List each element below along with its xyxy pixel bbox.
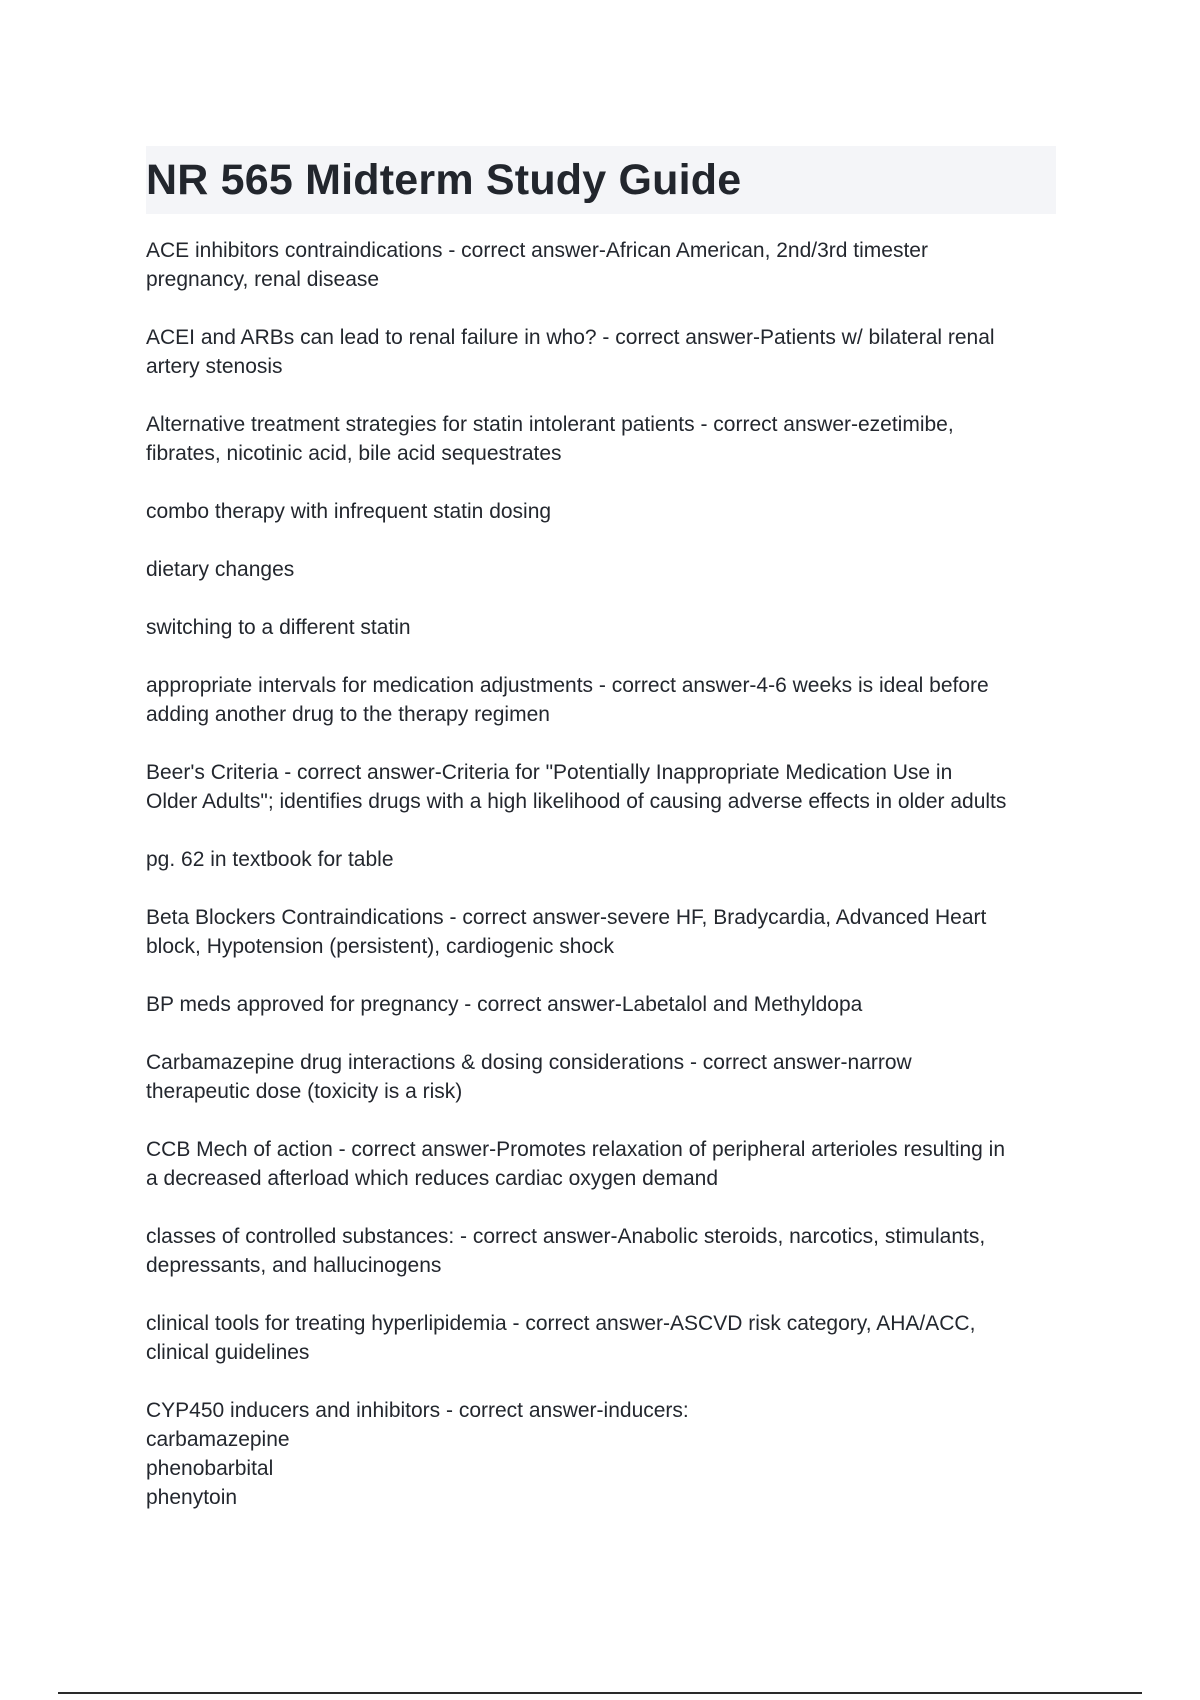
paragraph-line: fibrates, nicotinic acid, bile acid sequestrates: [146, 442, 562, 465]
paragraph-line: artery stenosis: [146, 355, 283, 378]
paragraph-line: combo therapy with infrequent statin dosing: [146, 500, 552, 523]
title-band: [146, 146, 1056, 214]
paragraph-line: pregnancy, renal disease: [146, 268, 380, 291]
paragraph-line: phenobarbital: [146, 1457, 274, 1480]
qa-paragraph: [146, 555, 1066, 584]
paragraph-line: Beta Blockers Contraindications - correct answer-severe HF, Bradycardia, Advanced Heart: [146, 906, 987, 929]
paragraph-line: switching to a different statin: [146, 616, 411, 639]
paragraph-line: pg. 62 in textbook for table: [146, 848, 394, 871]
paragraph-line: ACE inhibitors contraindications - correct answer-African American, 2nd/3rd timester: [146, 239, 928, 262]
qa-paragraph: [146, 671, 1066, 729]
paragraph-line: block, Hypotension (persistent), cardiogenic shock: [146, 935, 615, 958]
paragraph-line: clinical guidelines: [146, 1341, 310, 1364]
qa-paragraph: [146, 1222, 1066, 1280]
paragraph-line: Carbamazepine drug interactions & dosing considerations - correct answer-narrow: [146, 1051, 912, 1074]
qa-paragraph: [146, 497, 1066, 526]
paragraph-line: appropriate intervals for medication adjustments - correct answer-4-6 weeks is ideal before: [146, 674, 989, 697]
paragraph-line: Older Adults"; identifies drugs with a high likelihood of causing adverse effects in older adults: [146, 790, 1007, 813]
qa-paragraph: [146, 1048, 1066, 1106]
paragraph-line: Alternative treatment strategies for statin intolerant patients - correct answer-ezetimibe,: [146, 413, 954, 436]
paragraph-line: CYP450 inducers and inhibitors - correct answer-inducers:: [146, 1399, 689, 1422]
footer-divider: [58, 1692, 1142, 1694]
paragraph-line: clinical tools for treating hyperlipidemia - correct answer-ASCVD risk category, AHA/ACC,: [146, 1312, 976, 1335]
paragraph-line: Beer's Criteria - correct answer-Criteria for "Potentially Inappropriate Medication Use in: [146, 761, 953, 784]
page-title: NR 565 Midterm Study Guide: [146, 156, 742, 204]
qa-paragraph: [146, 1135, 1066, 1193]
qa-paragraph: [146, 758, 1066, 816]
paragraph-line: a decreased afterload which reduces cardiac oxygen demand: [146, 1167, 719, 1190]
study-guide-content: [146, 236, 1066, 1541]
qa-paragraph: [146, 1309, 1066, 1367]
qa-paragraph: [146, 990, 1066, 1019]
qa-paragraph: [146, 613, 1066, 642]
paragraph-line: adding another drug to the therapy regimen: [146, 703, 550, 726]
paragraph-line: phenytoin: [146, 1486, 238, 1509]
paragraph-line: BP meds approved for pregnancy - correct answer-Labetalol and Methyldopa: [146, 993, 863, 1016]
qa-paragraph: [146, 410, 1066, 468]
paragraph-line: CCB Mech of action - correct answer-Promotes relaxation of peripheral arterioles resulting in: [146, 1138, 1006, 1161]
paragraph-line: carbamazepine: [146, 1428, 290, 1451]
qa-paragraph: [146, 845, 1066, 874]
qa-paragraph: [146, 1396, 1066, 1512]
paragraph-line: therapeutic dose (toxicity is a risk): [146, 1080, 463, 1103]
qa-paragraph: [146, 236, 1066, 294]
qa-paragraph: [146, 323, 1066, 381]
paragraph-line: classes of controlled substances: - correct answer-Anabolic steroids, narcotics, stimulants,: [146, 1225, 986, 1248]
qa-paragraph: [146, 903, 1066, 961]
paragraph-line: depressants, and hallucinogens: [146, 1254, 442, 1277]
paragraph-line: dietary changes: [146, 558, 295, 581]
paragraph-line: ACEI and ARBs can lead to renal failure in who? - correct answer-Patients w/ bilateral renal: [146, 326, 995, 349]
